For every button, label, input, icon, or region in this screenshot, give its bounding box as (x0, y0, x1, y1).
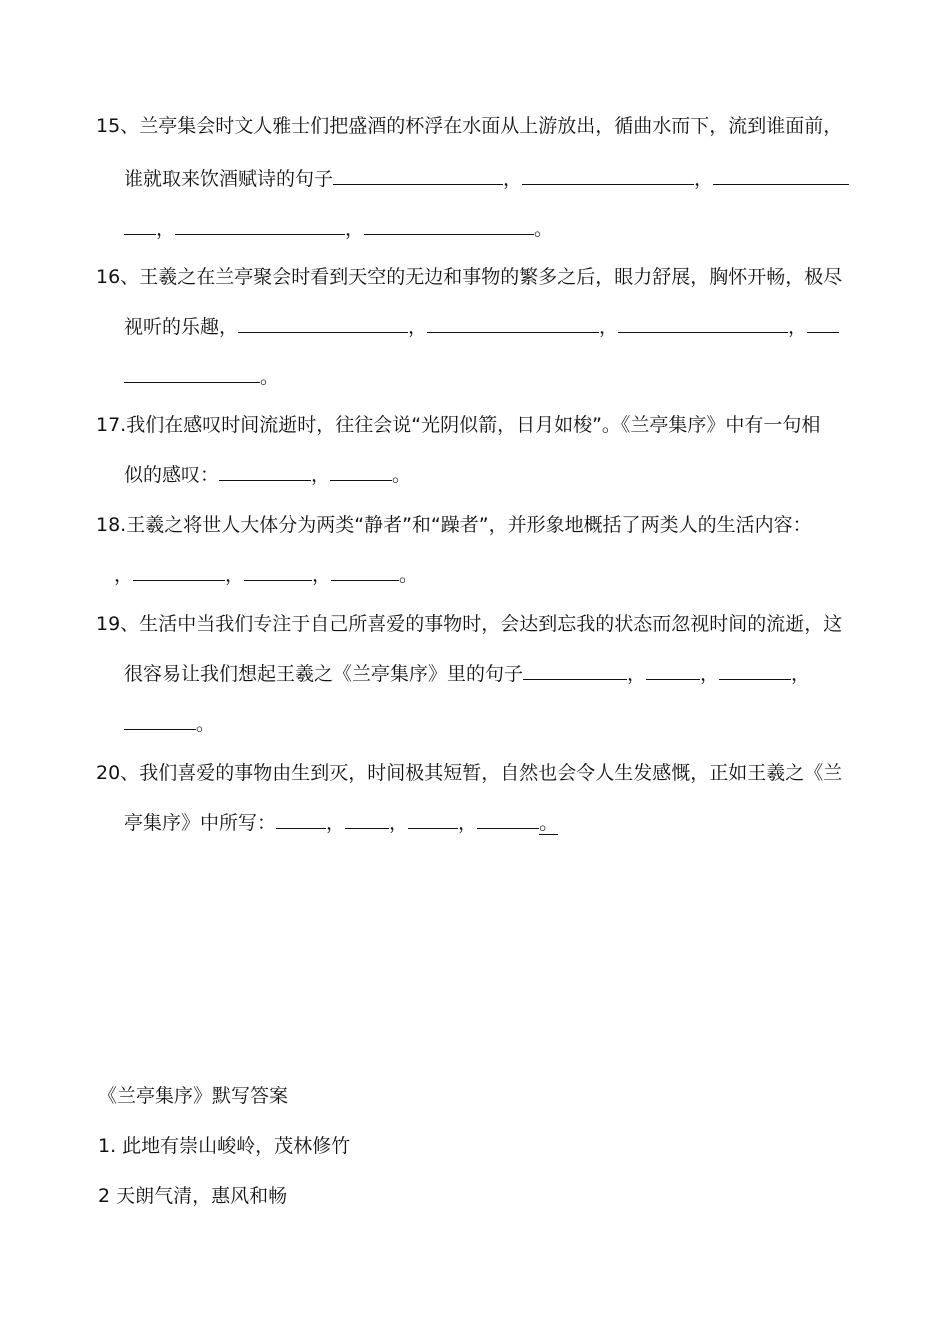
question-17-line-1 (96, 412, 820, 438)
question-15-line-3 (124, 216, 553, 242)
separator: ， (326, 812, 346, 834)
separator: ， (791, 663, 811, 685)
question-text: 亭集序》中所写： (124, 812, 277, 834)
answer-blank[interactable] (133, 562, 225, 581)
question-text: 我们在感叹时间流逝时，往往会说“光阴似箭，日月如梭”。《兰亭集序》中有一句相 (126, 414, 821, 436)
question-number: 15、 (96, 115, 140, 137)
separator: ， (700, 663, 720, 685)
answer-blank[interactable] (330, 462, 392, 481)
separator: ， (389, 812, 409, 834)
separator: ， (599, 316, 619, 338)
answer-blank[interactable] (408, 810, 458, 829)
answer-blank[interactable] (719, 661, 791, 680)
question-16-line-2 (124, 314, 839, 340)
question-number: 17. (96, 414, 127, 436)
question-19-line-2 (124, 661, 810, 687)
answer-blank[interactable] (276, 810, 326, 829)
answer-item: 1. 此地有崇山峻岭，茂林修竹 (98, 1135, 351, 1157)
answer-blank[interactable] (333, 166, 503, 185)
question-18-line-2 (114, 562, 418, 588)
question-number: 19、 (96, 613, 140, 635)
question-19-line-1 (96, 611, 842, 637)
answer-blank[interactable] (807, 314, 839, 333)
answer-blank[interactable] (124, 216, 156, 235)
answer-blank[interactable] (238, 314, 408, 333)
question-number: 20、 (96, 762, 140, 784)
question-16-line-3 (124, 364, 279, 390)
question-text: 似的感叹： (124, 464, 220, 486)
answer-blank[interactable] (427, 314, 599, 333)
end-mark: 。 (534, 218, 554, 240)
answer-blank[interactable] (523, 661, 627, 680)
separator: ， (788, 316, 808, 338)
answer-blank[interactable] (219, 462, 311, 481)
question-text: 谁就取来饮酒赋诗的句子 (124, 168, 334, 190)
answer-blank[interactable] (244, 562, 312, 581)
question-17-line-2 (124, 462, 411, 488)
question-text: 视听的乐趣， (124, 316, 239, 338)
end-mark: 。 (260, 366, 280, 388)
question-text: 王羲之将世人大体分为两类“静者”和“躁者”，并形象地概括了两类人的生活内容： (126, 514, 812, 536)
answer-blank[interactable] (713, 166, 849, 185)
answer-blank[interactable] (175, 216, 345, 235)
separator: ， (458, 812, 478, 834)
end-mark: 。 (399, 564, 419, 586)
answer-blank[interactable] (646, 661, 700, 680)
question-text: 兰亭集会时文人雅士们把盛酒的杯浮在水面从上游放出，循曲水而下，流到谁面前， (139, 115, 843, 137)
question-16-line-1 (96, 264, 842, 290)
end-mark: 。 (392, 464, 412, 486)
question-number: 18. (96, 514, 127, 536)
separator: ， (503, 168, 523, 190)
question-18-line-1 (96, 512, 812, 538)
question-text: 很容易让我们想起王羲之《兰亭集序》里的句子 (124, 663, 524, 685)
answer-blank[interactable] (331, 562, 399, 581)
separator: ， (311, 464, 331, 486)
question-15-line-1 (96, 113, 842, 139)
question-20-line-1 (96, 760, 842, 786)
end-mark: 。 (539, 812, 559, 834)
answers-title: 《兰亭集序》默写答案 (98, 1085, 289, 1107)
answer-blank[interactable] (345, 810, 389, 829)
answer-blank[interactable] (477, 810, 539, 829)
separator: ， (694, 168, 714, 190)
answer-blank[interactable] (124, 364, 260, 383)
question-number: 16、 (96, 266, 140, 288)
separator: ， (225, 564, 245, 586)
answer-blank[interactable] (364, 216, 534, 235)
separator: ， (408, 316, 428, 338)
answer-blank[interactable] (124, 711, 196, 730)
question-text: 我们喜爱的事物由生到灭，时间极其短暂，自然也会令人生发感慨，正如王羲之《兰 (139, 762, 843, 784)
answer-blank[interactable] (618, 314, 788, 333)
separator: ， (156, 218, 176, 240)
question-19-line-3 (124, 711, 215, 737)
separator: ， (345, 218, 365, 240)
question-20-line-2 (124, 810, 558, 836)
question-15-line-2 (124, 166, 849, 192)
answer-blank[interactable] (522, 166, 694, 185)
answer-item: 2 天朗气清，惠风和畅 (98, 1185, 288, 1207)
end-mark: 。 (196, 713, 216, 735)
separator: ， (627, 663, 647, 685)
separator: ， (312, 564, 332, 586)
question-text: 生活中当我们专注于自己所喜爱的事物时，会达到忘我的状态而忽视时间的流逝，这 (139, 613, 843, 635)
question-text: 王羲之在兰亭聚会时看到天空的无边和事物的繁多之后，眼力舒展，胸怀开畅，极尽 (139, 266, 843, 288)
separator: ， (114, 564, 134, 586)
